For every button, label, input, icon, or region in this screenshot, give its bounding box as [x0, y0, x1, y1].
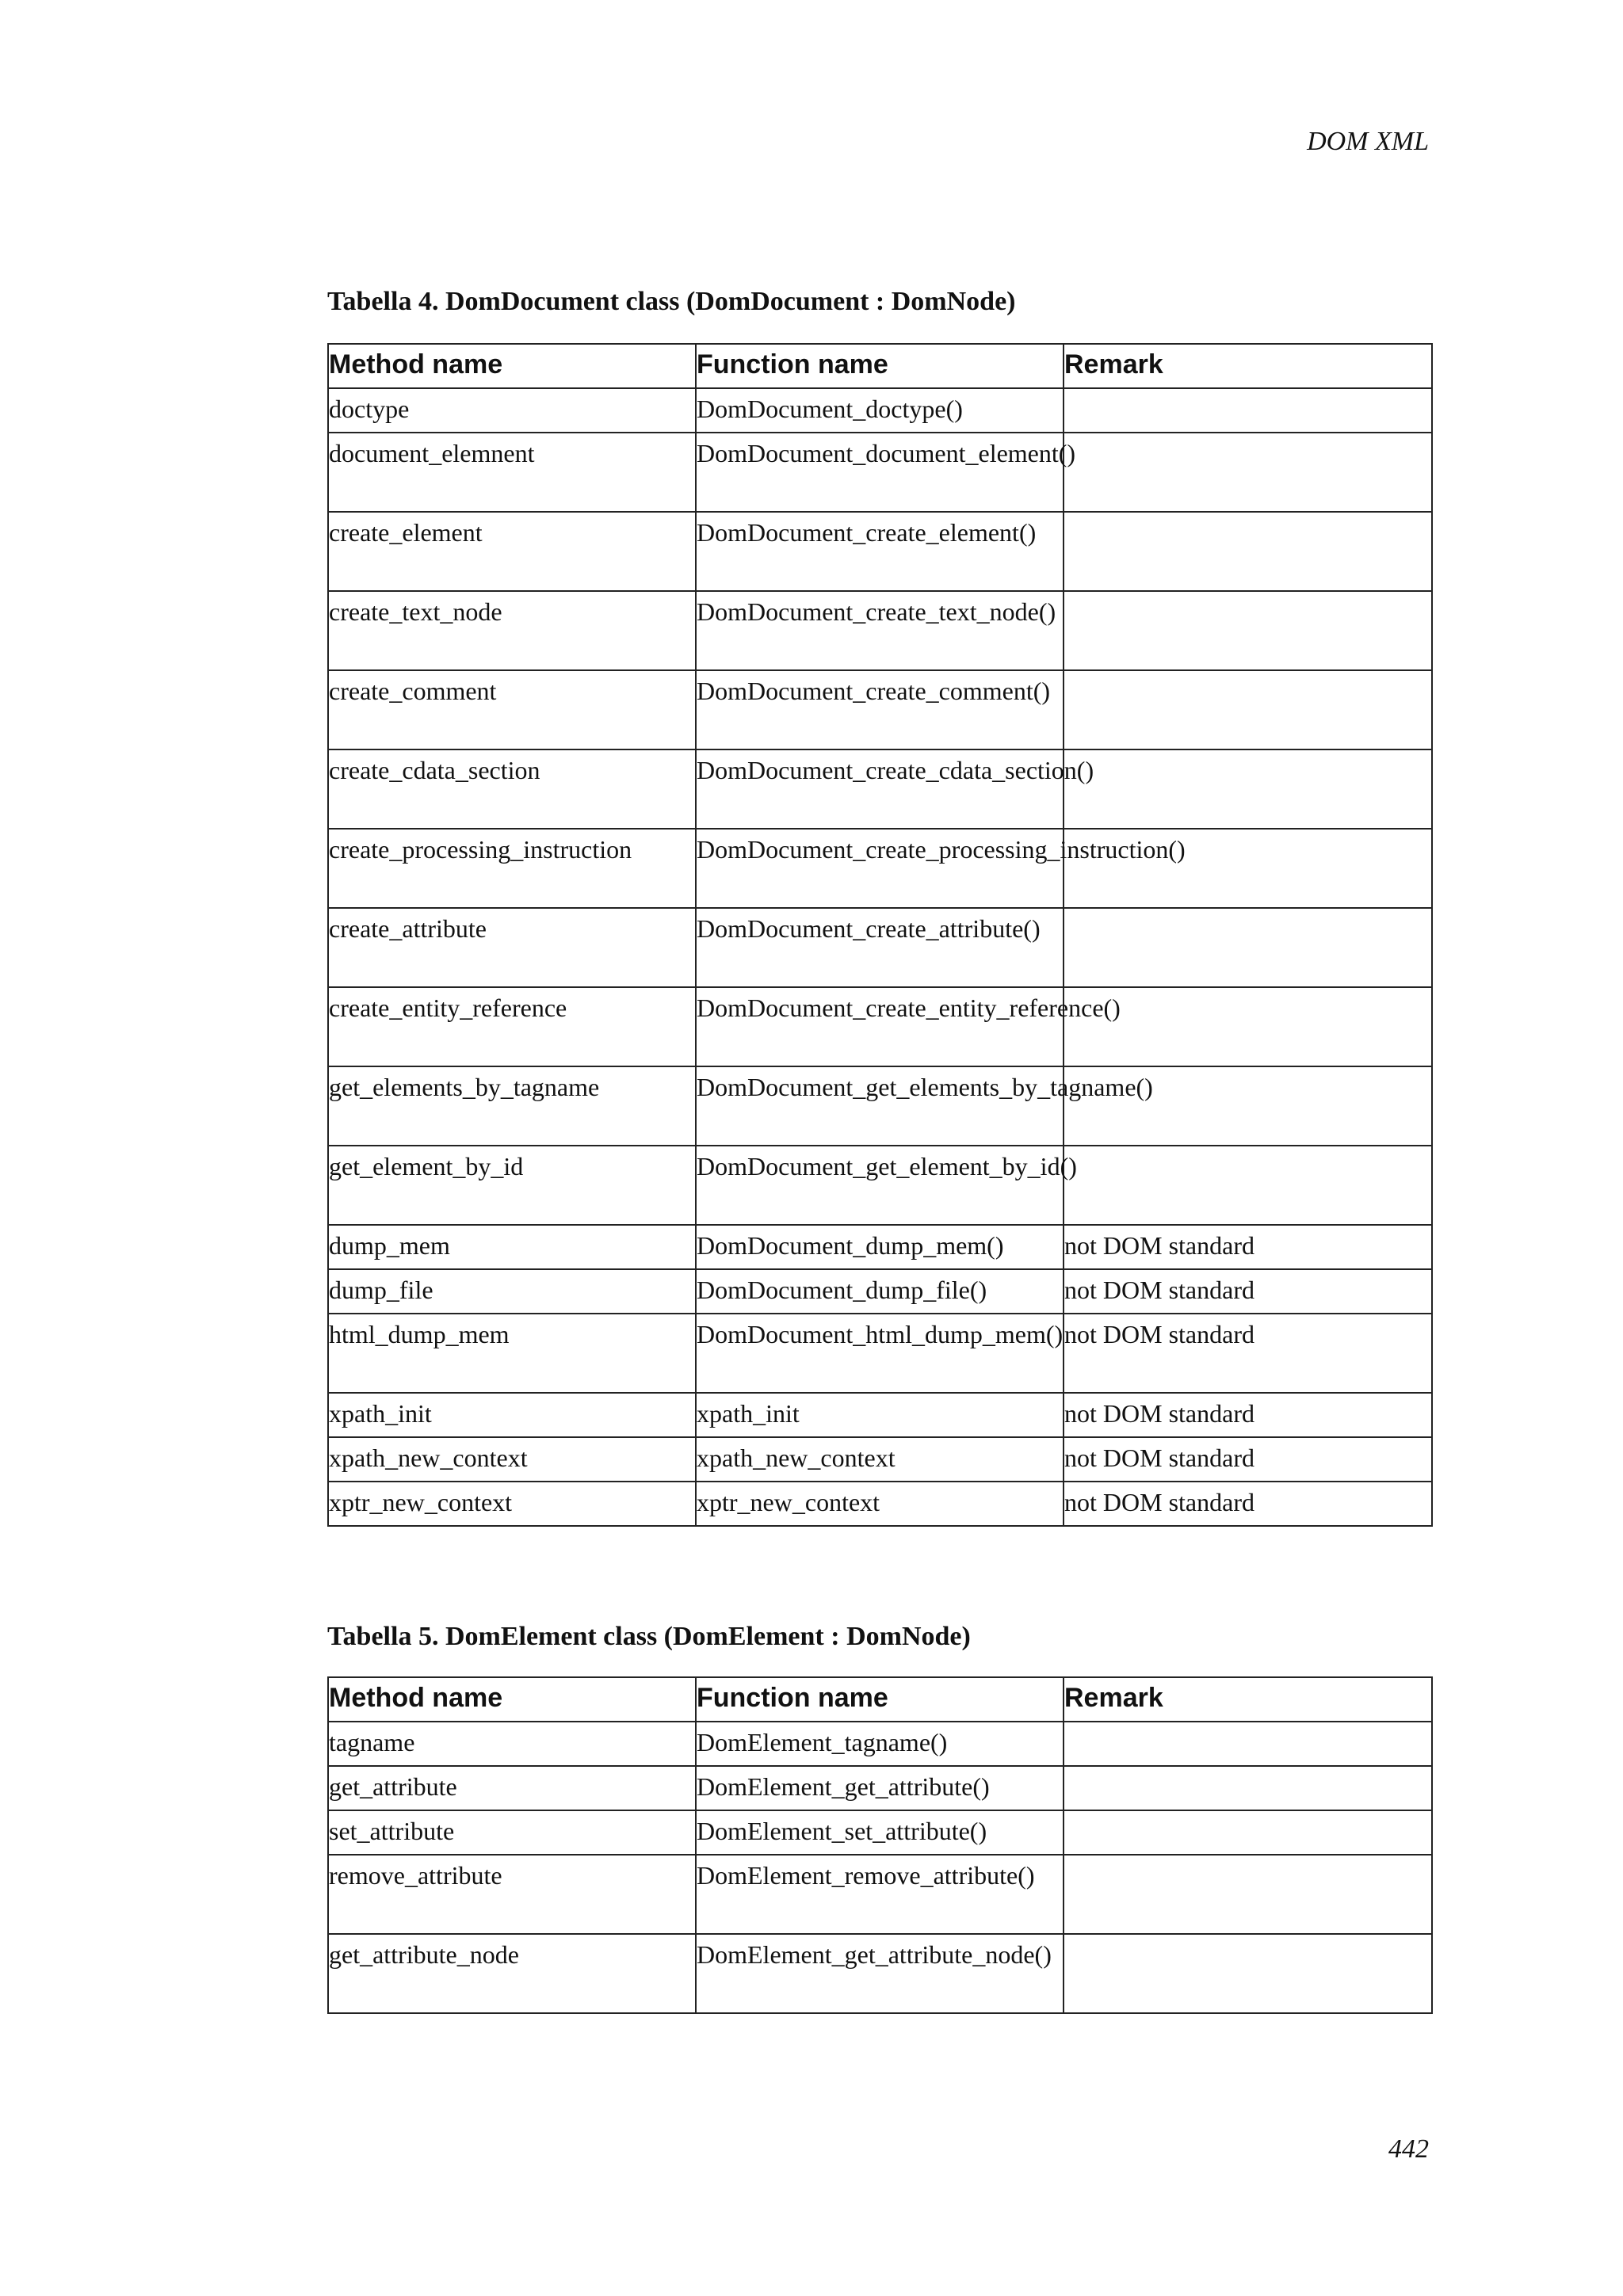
cell-remark-text: not DOM standard — [1064, 1488, 1254, 1516]
table-row — [328, 433, 1432, 512]
cell-remark — [1064, 749, 1432, 829]
cell-method-name — [328, 987, 696, 1066]
cell-function-name — [696, 1482, 1064, 1526]
table-body — [328, 388, 1432, 1526]
column-header-function: Function name — [696, 1677, 1064, 1722]
cell-function-name-text: DomElement_set_attribute() — [697, 1817, 987, 1845]
table-row — [328, 591, 1432, 670]
cell-function-name-text: DomElement_get_attribute() — [697, 1772, 990, 1801]
cell-method-name — [328, 1722, 696, 1766]
cell-method-name-text: get_attribute — [329, 1772, 457, 1801]
table-row — [328, 1314, 1432, 1393]
cell-method-name-text: xptr_new_context — [329, 1488, 513, 1516]
cell-function-name — [696, 1314, 1064, 1393]
table-row — [328, 1722, 1432, 1766]
cell-method-name-text: dump_file — [329, 1276, 433, 1304]
cell-method-name-text: create_entity_reference — [329, 994, 567, 1022]
cell-function-name-text: xptr_new_context — [697, 1488, 880, 1516]
cell-method-name — [328, 749, 696, 829]
cell-function-name — [696, 749, 1094, 829]
table-row — [328, 512, 1432, 591]
running-header: DOM XML — [1307, 127, 1429, 156]
cell-method-name-text: remove_attribute — [329, 1861, 502, 1890]
cell-function-name — [696, 1393, 1064, 1437]
cell-method-name-text: html_dump_mem — [329, 1320, 510, 1348]
cell-function-name — [696, 1269, 1064, 1314]
cell-function-name-text: DomDocument_dump_mem() — [697, 1231, 1004, 1260]
cell-method-name-text: create_element — [329, 518, 483, 547]
cell-function-name-text: xpath_new_context — [697, 1444, 896, 1472]
table-header-row — [328, 344, 1432, 388]
cell-method-name — [328, 670, 696, 749]
cell-method-name — [328, 829, 696, 908]
cell-method-name — [328, 1393, 696, 1437]
cell-method-name — [328, 1437, 696, 1482]
table-row — [328, 1225, 1432, 1269]
cell-method-name — [328, 908, 696, 987]
cell-method-name — [328, 1482, 696, 1526]
cell-method-name — [328, 1766, 696, 1810]
cell-method-name-text: create_processing_instruction — [329, 835, 632, 864]
cell-function-name — [696, 1722, 1064, 1766]
cell-function-name — [696, 1066, 1153, 1146]
column-header-method: Method name — [328, 344, 696, 388]
cell-remark — [1064, 1810, 1432, 1855]
table-row — [328, 1437, 1432, 1482]
cell-method-name — [328, 1269, 696, 1314]
cell-remark — [1064, 1722, 1432, 1766]
cell-function-name — [696, 670, 1064, 749]
cell-method-name-text: create_text_node — [329, 597, 502, 626]
cell-function-name — [696, 1146, 1077, 1225]
cell-method-name — [328, 388, 696, 433]
cell-method-name — [328, 1066, 696, 1146]
table-row — [328, 1393, 1432, 1437]
cell-remark — [1064, 1314, 1432, 1393]
cell-method-name-text: set_attribute — [329, 1817, 455, 1845]
cell-method-name — [328, 433, 696, 512]
cell-remark — [1064, 670, 1432, 749]
cell-method-name — [328, 512, 696, 591]
page-number: 442 — [1388, 2134, 1429, 2164]
cell-remark — [1064, 1146, 1432, 1225]
cell-function-name — [696, 512, 1064, 591]
cell-function-name-text: DomDocument_create_entity_reference() — [697, 994, 1121, 1022]
cell-remark — [1064, 1269, 1432, 1314]
cell-remark — [1064, 1225, 1432, 1269]
table-row — [328, 908, 1432, 987]
cell-function-name — [696, 1810, 1064, 1855]
cell-method-name-text: create_attribute — [329, 914, 487, 943]
cell-remark-text: not DOM standard — [1064, 1231, 1254, 1260]
cell-function-name — [696, 388, 1064, 433]
cell-method-name-text: doctype — [329, 395, 410, 423]
cell-function-name — [696, 987, 1121, 1066]
cell-function-name-text: xpath_init — [697, 1399, 800, 1428]
cell-remark — [1064, 908, 1432, 987]
cell-remark — [1064, 1437, 1432, 1482]
cell-method-name-text: get_elements_by_tagname — [329, 1073, 600, 1101]
cell-method-name — [328, 1934, 696, 2013]
cell-function-name — [696, 1225, 1064, 1269]
table-row — [328, 749, 1432, 829]
domelement-methods-table — [327, 1676, 1433, 2014]
cell-remark — [1064, 1855, 1432, 1934]
cell-function-name — [696, 908, 1064, 987]
cell-function-name — [696, 1437, 1064, 1482]
cell-function-name-text: DomDocument_doctype() — [697, 395, 963, 423]
cell-function-name-text: DomDocument_get_elements_by_tagname() — [697, 1073, 1153, 1101]
cell-remark — [1064, 1482, 1432, 1526]
cell-remark — [1064, 1934, 1432, 2013]
table-caption: Tabella 5. DomElement class (DomElement : DomNode) — [327, 1622, 971, 1651]
cell-method-name-text: dump_mem — [329, 1231, 450, 1260]
cell-method-name — [328, 1146, 696, 1225]
table-body — [328, 1722, 1432, 2013]
table-header-row — [328, 1677, 1432, 1722]
cell-remark — [1064, 1766, 1432, 1810]
cell-function-name — [696, 829, 1186, 908]
cell-function-name-text: DomDocument_create_attribute() — [697, 914, 1041, 943]
cell-remark — [1064, 591, 1432, 670]
cell-function-name-text: DomElement_get_attribute_node() — [697, 1940, 1052, 1969]
cell-remark — [1064, 433, 1432, 512]
cell-method-name-text: get_element_by_id — [329, 1152, 524, 1180]
cell-function-name — [696, 1855, 1064, 1934]
table-row — [328, 1146, 1432, 1225]
cell-remark — [1064, 512, 1432, 591]
table-row — [328, 1855, 1432, 1934]
cell-method-name-text: tagname — [329, 1728, 415, 1756]
cell-remark-text: not DOM standard — [1064, 1320, 1254, 1348]
cell-function-name-text: DomDocument_create_cdata_section() — [697, 756, 1094, 784]
cell-function-name — [696, 591, 1064, 670]
cell-remark-text: not DOM standard — [1064, 1276, 1254, 1304]
cell-function-name-text: DomDocument_dump_file() — [697, 1276, 987, 1304]
cell-function-name-text: DomDocument_create_text_node() — [697, 597, 1056, 626]
cell-function-name — [696, 1934, 1064, 2013]
column-header-method: Method name — [328, 1677, 696, 1722]
cell-function-name-text: DomElement_tagname() — [697, 1728, 948, 1756]
table-row — [328, 388, 1432, 433]
table-row — [328, 1766, 1432, 1810]
cell-function-name — [696, 1766, 1064, 1810]
cell-function-name — [696, 433, 1076, 512]
cell-remark — [1064, 1393, 1432, 1437]
table-row — [328, 1482, 1432, 1526]
cell-function-name-text: DomDocument_document_element() — [697, 439, 1076, 467]
column-header-remark: Remark — [1064, 344, 1432, 388]
cell-function-name-text: DomDocument_create_element() — [697, 518, 1037, 547]
table-row — [328, 1269, 1432, 1314]
cell-method-name — [328, 1810, 696, 1855]
column-header-function: Function name — [696, 344, 1064, 388]
cell-method-name-text: document_elemnent — [329, 439, 535, 467]
domdocument-methods-table — [327, 343, 1433, 1527]
cell-function-name-text: DomElement_remove_attribute() — [697, 1861, 1035, 1890]
cell-method-name-text: xpath_new_context — [329, 1444, 528, 1472]
cell-method-name — [328, 1855, 696, 1934]
table-row — [328, 1066, 1432, 1146]
cell-remark-text: not DOM standard — [1064, 1399, 1254, 1428]
table-row — [328, 1934, 1432, 2013]
cell-function-name-text: DomDocument_create_comment() — [697, 677, 1051, 705]
column-header-remark: Remark — [1064, 1677, 1432, 1722]
cell-method-name — [328, 1314, 696, 1393]
table-row — [328, 987, 1432, 1066]
cell-method-name — [328, 591, 696, 670]
table-caption: Tabella 4. DomDocument class (DomDocument : DomNode) — [327, 287, 1016, 316]
cell-method-name — [328, 1225, 696, 1269]
cell-function-name-text: DomDocument_html_dump_mem() — [697, 1320, 1064, 1348]
cell-remark — [1064, 388, 1432, 433]
cell-remark-text: not DOM standard — [1064, 1444, 1254, 1472]
cell-function-name-text: DomDocument_get_element_by_id() — [697, 1152, 1077, 1180]
cell-function-name-text: DomDocument_create_processing_instruction() — [697, 835, 1186, 864]
table-row — [328, 1810, 1432, 1855]
cell-method-name-text: create_comment — [329, 677, 497, 705]
table-row — [328, 829, 1432, 908]
cell-method-name-text: xpath_init — [329, 1399, 432, 1428]
cell-method-name-text: get_attribute_node — [329, 1940, 519, 1969]
cell-method-name-text: create_cdata_section — [329, 756, 540, 784]
table-row — [328, 670, 1432, 749]
